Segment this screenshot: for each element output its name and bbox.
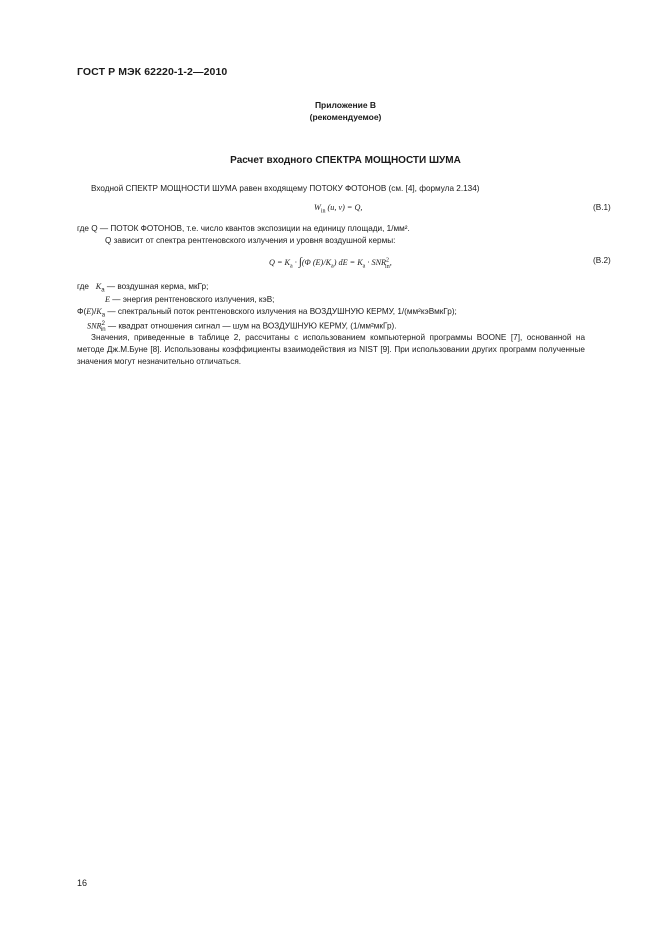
formula-b2-number: (В.2) bbox=[593, 256, 611, 265]
intro-paragraph: Входной СПЕКТР МОЩНОСТИ ШУМА равен входящему ПОТОКУ ФОТОНОВ (см. [4], формула 2.134) bbox=[91, 184, 480, 193]
formula-b1-number: (В.1) bbox=[593, 203, 611, 212]
formula-b1-rest: (u, v) = Q, bbox=[325, 203, 363, 212]
appendix-title: Приложение В bbox=[314, 100, 377, 110]
appendix-subtitle: (рекомендуемое) bbox=[309, 112, 382, 122]
formula-b2: $Q = K_a \cdot \int(\Phi$ $(E)/K_a$) dE = $K_a \cdot SNR^2_{in}$, bbox=[269, 256, 392, 270]
formula-b1 bbox=[314, 203, 362, 215]
def-snr-text: — квадрат отношения сигнал — шум на ВОЗДУШНУЮ КЕРМУ, (1/мм²мкГр). bbox=[107, 321, 397, 331]
formula-b1-symbol: W bbox=[314, 203, 321, 212]
def-ka: где $K_a$ — воздушная керма, мкГр; bbox=[77, 282, 209, 294]
def-ka-text: — воздушная керма, мкГр; bbox=[106, 282, 209, 291]
def-e-text: — энергия рентгеновского излучения, кэВ; bbox=[112, 295, 275, 304]
page-number: 16 bbox=[77, 878, 88, 888]
def-snr: $SNR^2_{in}$ — квадрат отношения сигнал — шум на ВОЗДУШНУЮ КЕРМУ, (1/мм²мкГр). bbox=[87, 321, 397, 334]
def-phi-text: — спектральный поток рентгеновского излучения на ВОЗДУШНУЮ КЕРМУ, 1/(мм²кэВмкГр); bbox=[107, 307, 457, 316]
def-e: E — энергия рентгеновского излучения, кэВ; bbox=[105, 295, 275, 304]
q-depends-line: Q зависит от спектра рентгеновского излучения и уровня воздушной кермы: bbox=[105, 236, 396, 245]
formula-b1-sub: in bbox=[320, 208, 326, 215]
appendix-heading bbox=[0, 99, 661, 123]
section-title: Расчет входного СПЕКТРА МОЩНОСТИ ШУМА bbox=[230, 155, 461, 166]
def-phi: $\Phi(E)/K_a$ — спектральный поток рентгеновского излучения на ВОЗДУШНУЮ КЕРМУ, 1/(мм²кэВмкГр); bbox=[77, 307, 457, 319]
closing-paragraph: Значения, приведенные в таблице 2, рассчитаны с использованием компьютерной программы BOONE [7], основанной на методе Дж.М.Буне [8]. Использованы коэффициенты взаимодействия из NIST [9]. При использовании других программ полученные значения могут незначительно отличаться. bbox=[77, 333, 585, 366]
standard-header: ГОСТ Р МЭК 62220-1-2—2010 bbox=[77, 66, 228, 78]
where-q-line: где Q — ПОТОК ФОТОНОВ, т.е. число квантов экспозиции на единицу площади, 1/мм². bbox=[77, 224, 410, 233]
